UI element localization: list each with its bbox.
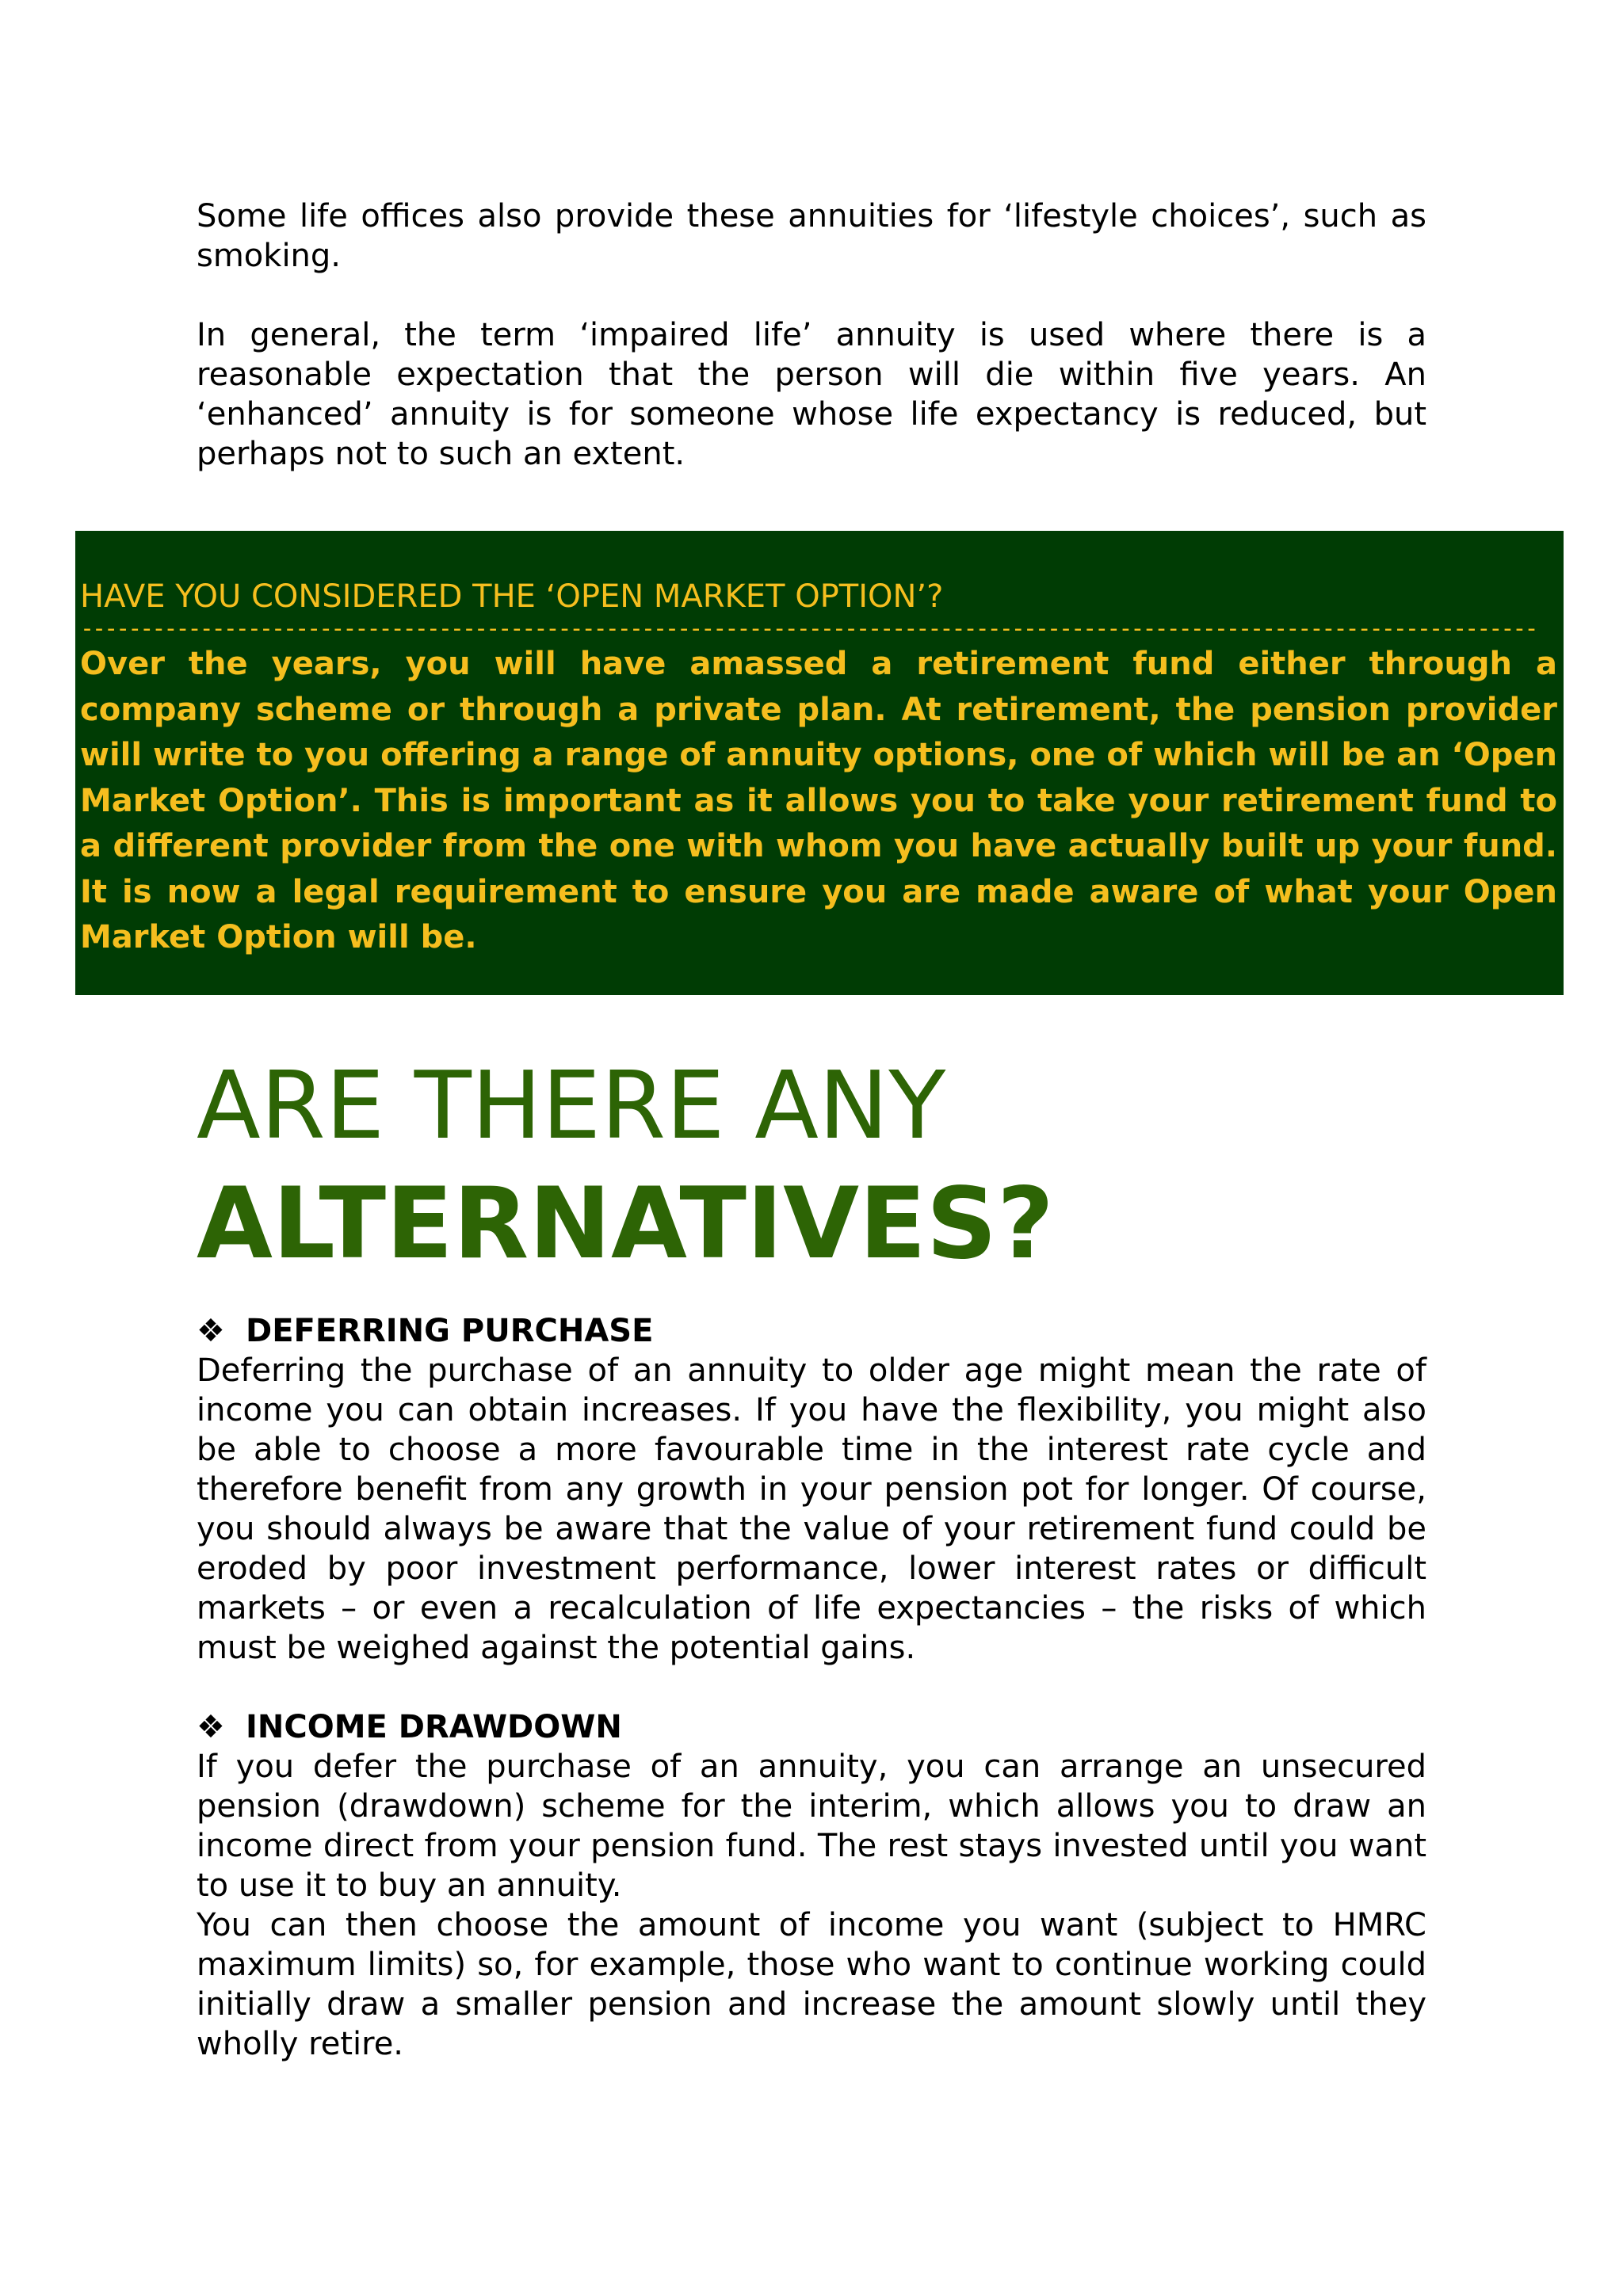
section-title-row [197,1707,1426,1747]
section-paragraph: Deferring the purchase of an annuity to older age might mean the rate of income you can obtain increases. If you have the flexibility, you might also be able to choose a more favourable time in the interest rate cycle and therefore benefit from any growth in your pension pot for longer. Of course, you should always be aware that the value of your retirement fund could be eroded by poor investment performance, lower interest rates or difficult markets – or even a recalculation of life expectancies – the risks of which must be weighed against the potential gains. [197,1352,1426,1666]
intro-text [197,196,1426,474]
section-paragraph: If you defer the purchase of an annuity, you can arrange an unsecured pension (drawdown) scheme for the interim, which allows you to draw an income direct from your pension fund. The rest stays invested until you want to use it to buy an annuity. [197,1749,1426,1904]
intro-paragraph-lifestyle: Some life offices also provide these annuities for ‘lifestyle choices’, such as smoking. [197,198,1426,274]
callout-dashed-rule: -------------------------------------------------------------------------------------------------------------------------- [80,616,1537,642]
intro-paragraph-impaired-life: In general, the term ‘impaired life’ annuity is used where there is a reasonable expectation that the person will die within five years. An ‘enhanced’ annuity is for someone whose life expectancy is reduced, but perhaps not to such an extent. [197,317,1426,472]
alternatives-sections [197,1311,1426,2064]
section-title: INCOME DRAWDOWN [246,1709,622,1745]
heading-line-1: ARE THERE ANY [197,1051,946,1160]
section-paragraph: You can then choose the amount of income you want (subject to HMRC maximum limits) so, for example, those who want to continue working could initially draw a smaller pension and increase the amount slowly until they wholly retire. [197,1907,1426,2062]
diamond-bullet-icon: ❖ [197,1709,225,1745]
section-title-row [197,1311,1426,1351]
section-title: DEFERRING PURCHASE [246,1313,654,1349]
section-deferring-purchase [197,1311,1426,1668]
alternatives-heading [197,1046,1465,1283]
heading-line-2: ALTERNATIVES? [197,1167,1054,1281]
open-market-option-callout [75,531,1564,995]
section-income-drawdown [197,1707,1426,2064]
callout-body: Over the years, you will have amassed a retirement fund either through a company scheme or through a private plan. At retirement, the pension provider will write to you offering a range of annuity options, one of which will be an ‘Open Market Option’. This is important as it allows you to take your retirement fund to a different provider from the one with whom you have actually built up your fund. It is now a legal requirement to ensure you are made aware of what your Open Market Option will be. [80,646,1557,955]
diamond-bullet-icon: ❖ [197,1313,225,1349]
callout-title: HAVE YOU CONSIDERED THE ‘OPEN MARKET OPTION’? [80,578,944,615]
